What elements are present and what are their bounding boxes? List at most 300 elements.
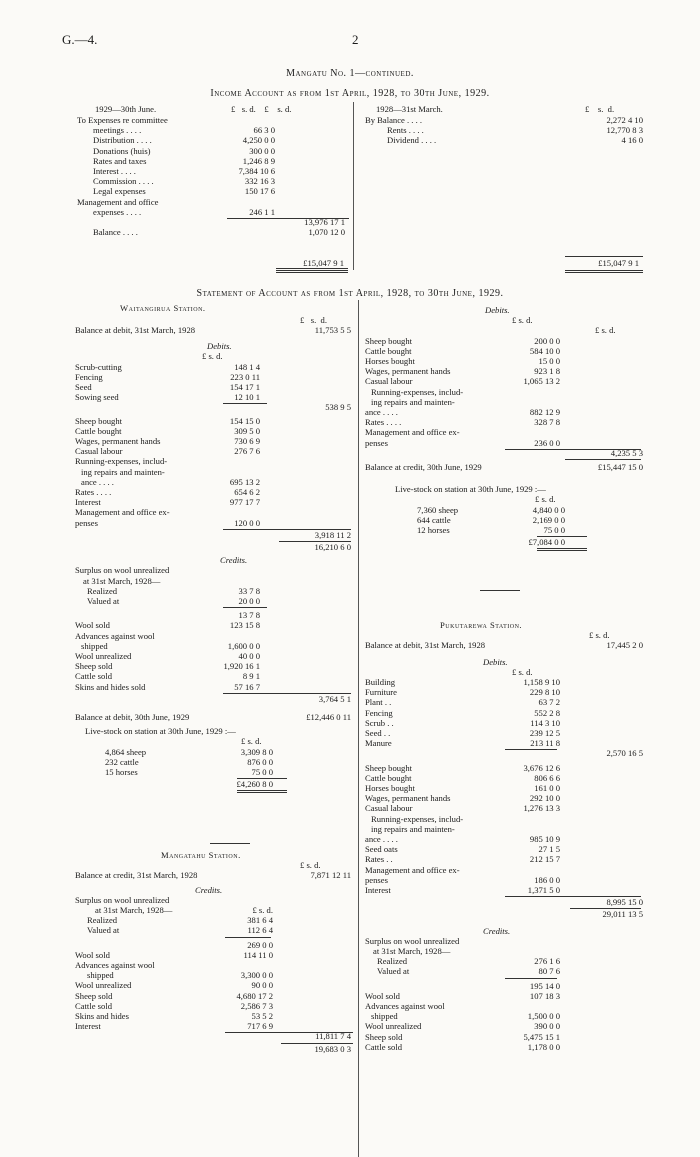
- ledger-row: [365, 824, 645, 834]
- row-label: Plant . .: [365, 697, 392, 708]
- row-label: Wool sold: [75, 620, 110, 631]
- subheading: Debits.: [207, 341, 232, 352]
- ledger-row: [365, 630, 645, 640]
- row-label: Live-stock on station at 30th June, 1929 :—: [85, 726, 236, 737]
- ledger-row: [77, 207, 349, 217]
- amount: 13 7 8: [238, 610, 260, 621]
- row-label: Cattle sold: [75, 671, 112, 682]
- ledger-row: [365, 875, 645, 885]
- row-label: Wool unrealized: [75, 651, 132, 661]
- ledger-row: [365, 956, 645, 966]
- ledger-row: [75, 1021, 353, 1031]
- ledger-row: [365, 697, 645, 707]
- ledger-row: [75, 767, 353, 777]
- row-label: Cattle bought: [365, 345, 412, 356]
- row-label: Wool unrealized: [75, 980, 132, 991]
- amount: 4,680 17 2: [236, 990, 273, 1001]
- row-label: ance . . . .: [365, 834, 398, 844]
- row-label: 232 cattle: [105, 756, 139, 767]
- amount: 236 0 0: [534, 437, 560, 448]
- ledger-row: [75, 970, 353, 980]
- ledger-row: [365, 897, 645, 907]
- row-label: Advances against wool: [365, 1001, 445, 1011]
- amount: 80 7 6: [538, 966, 560, 977]
- ledger-row: [365, 885, 645, 895]
- ledger-row: [365, 1021, 645, 1031]
- ledger-row: [75, 1011, 353, 1021]
- amount: 63 7 2: [538, 697, 560, 708]
- row-label: By Balance . . . .: [365, 115, 423, 125]
- amount-total: 3,764 5 1: [318, 693, 351, 704]
- subheading: £ s. d.: [300, 860, 321, 871]
- ledger-row: [75, 555, 353, 565]
- row-label: meetings . . . .: [93, 125, 142, 136]
- row-label: ing repairs and mainten-: [81, 466, 165, 477]
- ledger-row: [75, 631, 353, 641]
- ledger-row: [365, 376, 645, 386]
- ledger-row: [75, 372, 353, 382]
- page-number: 2: [352, 32, 359, 47]
- ledger-row: [365, 1011, 645, 1021]
- ledger-row: [75, 991, 353, 1001]
- ledger-row: [365, 936, 645, 946]
- row-label: Wages, permanent hands: [75, 436, 161, 446]
- amount-total: 7,871 12 11: [310, 870, 351, 881]
- rule: [480, 590, 520, 591]
- row-label: Realized: [87, 915, 118, 926]
- row-label: Management and office ex-: [365, 864, 460, 875]
- income-left-total: £15,047 9 1: [303, 258, 344, 268]
- waitangirua-title: Waitangirua Station.: [120, 303, 206, 313]
- ledger-row: [77, 146, 349, 156]
- amount: 977 17 7: [229, 497, 260, 508]
- amount: 239 12 5: [529, 728, 560, 738]
- rule: [505, 978, 557, 979]
- ledger-row: [365, 1001, 645, 1011]
- amount: 923 1 8: [534, 366, 560, 377]
- amount: 154 17 1: [229, 382, 260, 392]
- amount: 114 11 0: [243, 949, 273, 960]
- income-account-title: Income Account as from 1st April, 1928, to 30th June, 1929.: [210, 88, 490, 99]
- row-label: Rates and taxes: [93, 155, 147, 166]
- amount-total: 8,995 15 0: [606, 897, 643, 908]
- amount: 552 2 8: [534, 707, 560, 718]
- ledger-row: [365, 417, 645, 427]
- ledger-row: [365, 854, 645, 864]
- ledger-row: [75, 518, 353, 528]
- ledger-row: [365, 966, 645, 976]
- amount: 730 6 9: [234, 436, 260, 446]
- ledger-row: [75, 885, 353, 895]
- amount-total: 3,918 11 2: [314, 529, 351, 540]
- ledger-row: [365, 783, 645, 793]
- row-label: Interest: [75, 1021, 101, 1032]
- ledger-row: [75, 426, 353, 436]
- amount: £7,084 0 0: [528, 537, 565, 548]
- ledger-row: [75, 382, 353, 392]
- amount: 381 6 4: [247, 915, 273, 926]
- amount-total: £15,447 15 0: [597, 462, 643, 472]
- amount: 876 0 0: [247, 756, 273, 767]
- amount-total: 19,683 0 3: [314, 1043, 351, 1054]
- closing-balance: [75, 712, 353, 722]
- amount: 20 0 0: [238, 596, 260, 606]
- statement-divider: [358, 300, 359, 1157]
- row-label: Cattle bought: [365, 772, 412, 783]
- ledger-row: [365, 397, 645, 407]
- row-label: Surplus on wool unrealized: [75, 565, 170, 576]
- ledger-row: [75, 950, 353, 960]
- amount: 276 7 6: [234, 446, 260, 457]
- amount: 75 0 0: [251, 767, 273, 777]
- ledger-row: [75, 940, 353, 950]
- ledger-row: [75, 497, 353, 507]
- ledger-row: [75, 596, 353, 606]
- ledger-row: [365, 909, 645, 919]
- row-label: Casual labour: [365, 376, 413, 387]
- row-label: Valued at: [87, 596, 120, 606]
- amount: 1,600 0 0: [227, 640, 260, 651]
- subheading: £ s. d.: [595, 325, 616, 336]
- amount: 4 16 0: [621, 135, 643, 146]
- row-label: Cattle sold: [365, 1041, 402, 1052]
- ledger-row: [365, 728, 645, 738]
- subheading: Credits.: [220, 555, 248, 566]
- amount: 654 6 2: [234, 487, 260, 497]
- ledger-row: [75, 747, 353, 757]
- amount: 200 0 0: [534, 335, 560, 346]
- amount: 4,250 0 0: [242, 135, 275, 146]
- ledger-row: [75, 610, 353, 620]
- amount: 390 0 0: [534, 1021, 560, 1032]
- row-label: Interest . . . .: [93, 166, 136, 176]
- ledger-row: [365, 718, 645, 728]
- subheading: Credits.: [195, 884, 223, 895]
- ledger-row: [75, 661, 353, 671]
- ledger-row: [77, 166, 349, 176]
- ledger-row: [365, 946, 645, 956]
- amount: 75 0 0: [543, 525, 565, 535]
- ledger-row: [365, 315, 645, 325]
- row-label: Wool sold: [365, 990, 400, 1001]
- ledger-row: [75, 641, 353, 651]
- ledger-row: [365, 427, 645, 437]
- ledger-row: [365, 667, 645, 677]
- row-label: Skins and hides: [75, 1011, 129, 1021]
- row-label: Wool sold: [75, 949, 110, 960]
- row-label: Building: [365, 677, 396, 687]
- ledger-row: [75, 576, 353, 586]
- amount-total: £12,446 0 11: [306, 712, 351, 722]
- row-label: Manure: [365, 738, 392, 749]
- subheading: £ s. d.: [589, 630, 610, 641]
- row-label: Donations (huis): [93, 145, 151, 156]
- ledger-row: [77, 197, 349, 207]
- ledger-row: [75, 542, 353, 552]
- amount: 2,586 7 3: [240, 1000, 273, 1011]
- amount: 150 17 6: [244, 186, 275, 197]
- ledger-row: [365, 305, 645, 315]
- ledger-row: [75, 456, 353, 466]
- ledger-row: [365, 494, 645, 504]
- ledger-row: [75, 1031, 353, 1041]
- subheading: Debits.: [483, 656, 508, 667]
- amount: 33 7 8: [238, 585, 260, 596]
- row-label: Sheep bought: [75, 415, 123, 426]
- amount: 12 10 1: [234, 392, 260, 403]
- amount: 300 0 0: [249, 145, 275, 156]
- ledger-row: [75, 757, 353, 767]
- row-label: shipped: [371, 1011, 398, 1022]
- livestock-heading: [75, 726, 353, 736]
- amount: 309 5 0: [234, 425, 260, 436]
- ledger-row: [365, 677, 645, 687]
- amount: 2,169 0 0: [532, 514, 565, 525]
- row-label: Fencing: [75, 371, 103, 382]
- amount-total: 1,070 12 0: [308, 227, 345, 238]
- amount: 1,920 16 1: [223, 661, 260, 672]
- row-label: shipped: [81, 640, 108, 651]
- ledger-row: [75, 671, 353, 681]
- row-label: Commission . . . .: [93, 176, 154, 187]
- ledger-row: [77, 125, 349, 135]
- income-divider: [353, 102, 354, 270]
- pukutarewa-title: [365, 620, 645, 630]
- amount: 5,475 15 1: [523, 1031, 560, 1042]
- income-left-date: 1929—30th June.: [95, 104, 157, 114]
- amount: £ s. d.: [252, 905, 273, 915]
- amount: 212 15 7: [529, 854, 560, 865]
- amount: 2,272 4 10: [606, 115, 643, 125]
- row-label: penses: [75, 517, 98, 528]
- row-label: Wages, permanent hands: [365, 793, 451, 804]
- row-label: Balance at debit, 31st March, 1928: [365, 640, 486, 651]
- ledger-row: [77, 115, 349, 125]
- row-label: Balance at debit, 31st March, 1928: [75, 325, 196, 335]
- amount: 12,770 8 3: [606, 125, 643, 136]
- ledger-row: [365, 748, 645, 758]
- row-label: ing repairs and mainten-: [371, 823, 455, 834]
- ledger-row: [75, 779, 353, 789]
- amount: 107 18 3: [529, 990, 560, 1001]
- amount-total: 2,570 16 5: [606, 748, 643, 759]
- row-label: Balance at credit, 31st March, 1928: [75, 870, 198, 881]
- ledger-row: [365, 515, 645, 525]
- pukutarewa-title: Pukutarewa Station.: [440, 620, 523, 630]
- row-label: Balance at credit, 30th June, 1929: [365, 462, 482, 472]
- amount: 8 9 1: [242, 671, 260, 682]
- row-label: 4,864 sheep: [105, 746, 147, 757]
- subheading: Credits.: [483, 925, 511, 936]
- amount: 186 0 0: [534, 874, 560, 885]
- amount-total: 17,445 2 0: [606, 640, 643, 651]
- amount: 3,309 8 0: [240, 746, 273, 757]
- row-label: Dividend . . . .: [387, 135, 437, 146]
- livestock-heading: [365, 484, 645, 494]
- subheading: £ s. d.: [512, 315, 533, 326]
- ledger-row: [365, 991, 645, 1001]
- row-label: Scrub . .: [365, 717, 394, 728]
- statement-title: Statement of Account as from 1st April, 1928, to 30th June, 1929.: [196, 288, 504, 299]
- rule: [565, 459, 641, 460]
- ledger-row: [75, 341, 353, 351]
- amount: 112 6 4: [247, 925, 273, 936]
- ledger-row: [77, 176, 349, 186]
- amount: 1,158 9 10: [523, 677, 560, 687]
- subheading: Debits.: [485, 305, 510, 315]
- opening-balance: [75, 325, 353, 335]
- amount: 4,840 0 0: [532, 504, 565, 515]
- ledger-row: [365, 325, 645, 335]
- amount-total: 29,011 13 5: [602, 909, 643, 920]
- amount: 7,384 10 6: [238, 166, 275, 176]
- ledger-row: [75, 895, 353, 905]
- row-label: expenses . . . .: [93, 206, 142, 217]
- amount: 246 1 1: [249, 206, 275, 217]
- amount-total: 11,811 7 4: [315, 1031, 351, 1042]
- opening-balance: [75, 870, 353, 880]
- amount: 154 15 0: [229, 415, 260, 426]
- ledger-row: [365, 793, 645, 803]
- row-label: ance . . . .: [365, 407, 398, 417]
- ledger-row: [365, 926, 645, 936]
- row-label: penses: [365, 437, 388, 448]
- ledger-row: [365, 346, 645, 356]
- row-label: Scrub-cutting: [75, 361, 122, 372]
- ledger-row: [365, 708, 645, 718]
- ledger-row: [75, 682, 353, 692]
- row-label: Balance at debit, 30th June, 1929: [75, 712, 190, 722]
- row-label: Wages, permanent hands: [365, 366, 451, 377]
- amount: 328 7 8: [534, 417, 560, 428]
- ledger-row: [365, 1032, 645, 1042]
- ledger-row: [365, 537, 645, 547]
- amount: 332 16 3: [244, 176, 275, 187]
- ledger-row: [75, 416, 353, 426]
- row-label: Sheep bought: [365, 762, 413, 773]
- ledger-row: [365, 834, 645, 844]
- rule: [225, 937, 271, 938]
- ledger-row: [75, 736, 353, 746]
- subheading: £ s. d.: [535, 494, 556, 505]
- amount: 292 10 0: [529, 793, 560, 804]
- subheading: £ s. d.: [241, 736, 262, 747]
- row-label: Sheep sold: [75, 990, 113, 1001]
- amount: 1,178 0 0: [527, 1041, 560, 1052]
- row-label: Valued at: [377, 966, 410, 977]
- ledger-row: [75, 651, 353, 661]
- amount: 717 6 9: [247, 1021, 273, 1032]
- row-label: 15 horses: [105, 767, 138, 777]
- ledger-row: [365, 773, 645, 783]
- income-left-money-head: £ s. d. £ s. d.: [231, 104, 292, 114]
- income-right-money-head: £ s. d.: [585, 104, 615, 114]
- opening-balance: [365, 640, 645, 650]
- amount: 584 10 0: [529, 345, 560, 356]
- rule: [210, 843, 250, 844]
- amount: 276 1 6: [534, 956, 560, 967]
- ledger-row: [75, 620, 353, 630]
- ledger-row: [365, 387, 645, 397]
- row-label: Running-expenses, includ-: [75, 456, 168, 467]
- ledger-row: [365, 687, 645, 697]
- ledger-row: [365, 814, 645, 824]
- ledger-row: [75, 960, 353, 970]
- row-label: at 31st March, 1928—: [83, 575, 161, 586]
- ledger-row: [77, 135, 349, 145]
- rule: [237, 790, 287, 793]
- mangatahu-title: [75, 850, 353, 860]
- row-label: Rates . . . .: [75, 487, 112, 497]
- ledger-row: [75, 392, 353, 402]
- ledger-row: [75, 362, 353, 372]
- document-page: G.—4. 2 Mangatu No. 1—continued. Income Account as from 1st April, 1928, to 30th June, 1929. 1929—30th June. £ s. d. £ s. d. To Expenses re committee meetings . . . . 66 3 0 Distribution . . . . 4,250 0 0 Donations (huis) 300 0 0 Rates and taxes 1,246 8 9 Interest . . . . 7,384 10 6 Commission . . . . 332 16 3 Legal expenses 150 17 6 Management and office expenses . . . . 246 1 1 13,976 17 1 Balance . . . . 1,070 12 0 £15,047 9 1 1928—31st March. £ s. d. By Balance . . . . 2,272 4 10 Rents . . . . 12,770 8 3 Dividend . . . . 4 16 0 £15,047 9 1 Statement of Account as from 1st April, 1928, to 30th June, 1929. Waitangirua Station. £ s. d. Balance at debit, 31st March, 1928 11,753 5 5 Debits. £ s. d. Scrub-cutting 148 1 4 Fencing 223 0 11 Seed 154 17 1 Sowing seed 12 10 1 538 9 5 Sheep bought 154 15 0 Cattle bought 309 5 0 Wages, permanent hands 730 6 9 Casual labour 276 7 6 Running-expenses, includ- ing repairs and mainten- ance . . . . 695 13 2 Rates . . . . 654 6 2 Interest 977 17 7 Management and office ex- penses 120 0 0 3,918 11 2 16,210 6 0 Credits. Surplus on wool unrealized at 31st March, 1928— Realized 33 7 8 Valued at 20 0 0 13 7 8 Wool sold 123 15 8 Advances against wool shipped 1,600 0 0 Wool unrealized 40 0 0 Sheep sold 1,920 16 1 Cattle sold 8 9 1 Skins and hides sold 57 16 7 3,764 5 1 Balance at debit, 30th June, 1929 £12,446 0 11 Live-stock on station at 30th June, 1929 :— £ s. d. 4,864 sheep 3,309 8 0 232 cattle 876 0 0 15 horses 75 0 0 £4,260 8 0 Debits. £ s. d. £ s. d. Sheep bought 200 0 0 Cattle bought 584 10 0 Horses bought 15 0 0 Wages, permanent hands 923 1 8 Casual labour 1,065 13 2 Running-expenses, includ- ing repairs and mainten- ance . . . . 882 12 9 Rates . . . . 328 7 8 Management and office ex- penses 236 0 0 4,235 5 3 Balance at credit, 30th June, 1929 £15,447 15 0 Live-stock on station at 30th June, 1929 :— £ s. d. 7,360 sheep 4,840 0 0 644 cattle 2,169 0 0 12 horses 75 0 0 £7,084 0 0 Pukutarewa Station. £ s. d. Balance at debit, 31st March, 1928 17,445 2 0 Debits. £ s. d. Building 1,158 9 10 Furniture 229 8 10 Plant . . 63 7 2 Fencing 552 2 8 Scrub . . 114 3 10 Seed . . 239 12 5 Manure 213 11 8 2,570 16 5 Sheep bought 3,676 12 6 Cattle bought 806 6 6 Horses bought 161 0 0 Wages, permanent hands 292 10 0 Casual labour 1,276 13 3 Running-expenses, includ- ing repairs and mainten- ance . . . . 985 10 9 Seed oats 27 1 5 Rates . . 212 15 7 Management and office ex- penses 186 0 0 Interest 1,371 5 0 8,995 15 0 29,011 13 5 Credits. Surplus on wool unrealized at 31st March, 1928— Realized 276 1 6 Valued at 80 7 6 195 14 0 Wool sold 107 18 3 Advances against wool shipped 1,500 0 0 Wool unrealized 390 0 0 Sheep sold 5,475 15 1 Cattle sold 1,178 0 0 Mangatahu Station. £ s. d. Balance at credit, 31st March, 1928 7,871 12 11 Credits. Surplus on wool unrealized at 31st March, 1928— £ s. d. Realized 381 6 4 Valued at 112 6 4 269 0 0 Wool sold 114 11 0 Advances against wool shipped 3,300 0 0 Wool unrealized 90 0 0 Sheep sold 4,680 17 2 Cattle sold 2,586 7 3 Skins and hides 53 5 2 Interest 717 6 9 11,811 7 4 19,683 0 3: [0, 0, 700, 1157]
- mangatahu-title: Mangatahu Station.: [161, 850, 241, 860]
- ledger-row: [365, 865, 645, 875]
- amount: 1,276 13 3: [523, 803, 560, 814]
- ledger-row: [365, 505, 645, 515]
- row-label: Running-expenses, includ-: [371, 813, 464, 824]
- ledger-row: [365, 407, 645, 417]
- row-label: at 31st March, 1928—: [373, 946, 451, 956]
- amount: 806 6 6: [534, 772, 560, 783]
- amount: 1,246 8 9: [242, 155, 275, 166]
- ledger-row: [365, 763, 645, 773]
- row-label: Rates . . . .: [365, 417, 402, 428]
- row-label: Wool unrealized: [365, 1021, 422, 1032]
- report-reference: G.—4.: [62, 32, 98, 47]
- amount: 3,676 12 6: [523, 762, 560, 773]
- amount: 269 0 0: [247, 939, 273, 950]
- row-label: 7,360 sheep: [417, 504, 459, 515]
- amount: 3,300 0 0: [240, 970, 273, 981]
- document-title: Mangatu No. 1—continued.: [286, 68, 414, 79]
- closing-balance: [365, 462, 645, 472]
- row-label: Realized: [377, 956, 408, 967]
- amount: 66 3 0: [253, 125, 275, 136]
- amount: 15 0 0: [538, 356, 560, 366]
- ledger-row: [75, 436, 353, 446]
- amount-total: 538 9 5: [325, 402, 351, 413]
- amount: 161 0 0: [534, 783, 560, 793]
- amount: 223 0 11: [230, 371, 260, 382]
- amount: 1,500 0 0: [527, 1011, 560, 1022]
- ledger-row: [77, 217, 349, 227]
- row-label: Skins and hides sold: [75, 681, 146, 692]
- ledger-row: [75, 860, 353, 870]
- row-label: Seed oats: [365, 844, 398, 855]
- amount: 148 1 4: [234, 361, 260, 372]
- row-label: Advances against wool: [75, 960, 155, 970]
- row-label: shipped: [87, 970, 114, 981]
- row-label: Casual labour: [75, 446, 123, 457]
- row-label: Realized: [87, 585, 118, 596]
- row-label: Running-expenses, includ-: [371, 386, 464, 397]
- row-label: To Expenses re committee: [77, 115, 168, 125]
- ledger-row: [75, 980, 353, 990]
- row-label: Rates . .: [365, 854, 393, 865]
- ledger-row: [365, 657, 645, 667]
- ledger-row: [365, 738, 645, 748]
- ledger-row: [365, 981, 645, 991]
- ledger-row: [77, 227, 349, 237]
- ledger-row: [365, 1042, 645, 1052]
- income-right-date: 1928—31st March.: [376, 104, 443, 114]
- row-label: Sheep sold: [365, 1031, 403, 1042]
- row-label: Casual labour: [365, 803, 413, 814]
- row-label: Management and office ex-: [75, 507, 170, 518]
- ledger-row: [365, 356, 645, 366]
